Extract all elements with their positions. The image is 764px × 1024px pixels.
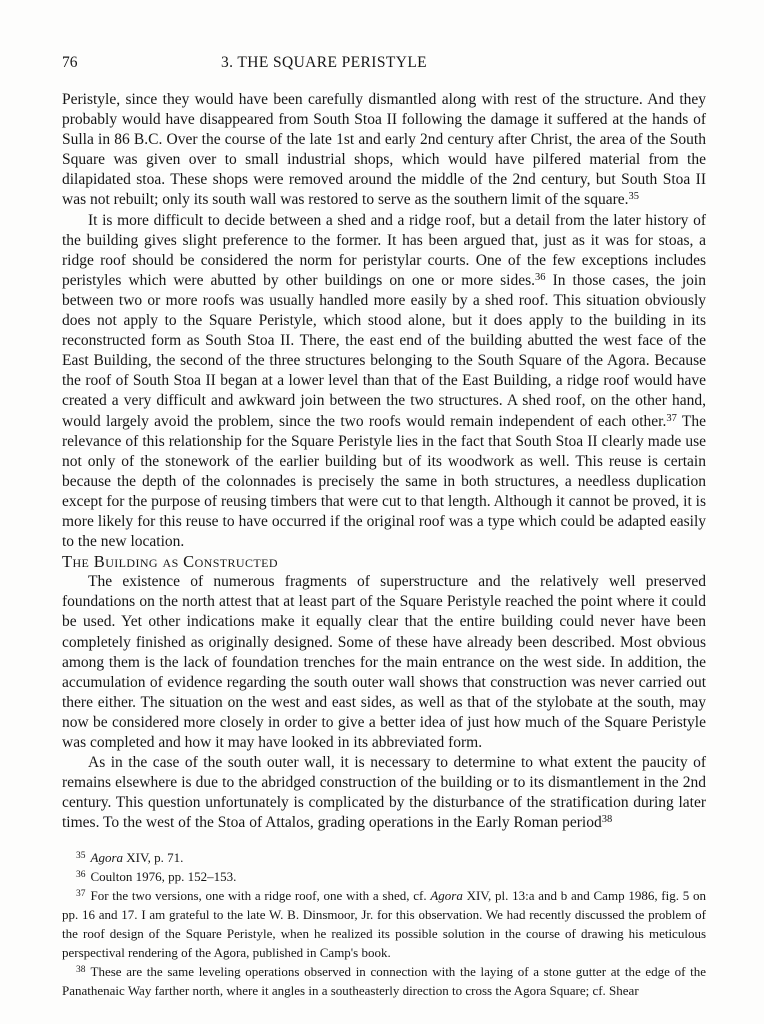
footnote-number-36: 36 [76,870,86,881]
footnote-ref-37: 37 [666,412,677,424]
section-heading: The Building as Constructed [62,552,278,572]
footnote-37 [62,886,706,962]
page-number: 76 [62,54,78,71]
footnote-text: XIV, p. 71. [123,850,184,866]
body-text [62,90,706,833]
footnote-text: For the two versions, one with a ridge roof, one with a shed, cf. [90,888,431,904]
running-header [62,54,706,72]
footnote-number-37: 37 [76,889,86,900]
footnote-35 [62,848,706,867]
paragraph-text: It is more difficult to decide between a shed and a ridge roof, but a detail from the later history of the building gives slight preference to the former. It has been argued that, just as it was for stoas, a ridge roof should be considered the norm for peristylar courts. One of the few exceptions includes peristyles which were abutted by other buildings on one or more sides. [62,211,706,289]
footnote-number-38: 38 [76,965,86,976]
footnote-38 [62,962,706,1000]
footnote-italic-title: Agora [430,888,463,904]
footnote-text: XIV, pl. 13:a and b and Camp 1986, fig. 5 on pp. 16 and 17. I am grateful to the late W. B. Dinsmoor, Jr. for this observation. We had recently discussed the problem of the roof design of the Square Peristyle, when he realized its possible solution in the course of drawing his meticulous perspectival rendering of the Agora, published in Camp's book. [62,888,706,961]
body-paragraph-3 [62,572,706,753]
paragraph-text: The existence of numerous fragments of superstructure and the relatively well preserved foundations on the north attest that at least part of the Square Peristyle reached the point where it could be used. Yet other indications make it equally clear that the entire building could never have been completely finished as originally designed. Some of these have already been described. Most obvious among them is the lack of foundation trenches for the main entrance on the west side. In addition, the accumulation of evidence regarding the south outer wall shows that construction was never carried out there either. The situation on the west and east sides, as well as that of the stylobate at the south, may now be considered more closely in order to give a better idea of just how much of the Square Peristyle was completed and how it may have looked in its abbreviated form. [62,573,706,751]
paragraph-text: The relevance of this relationship for the Square Peristyle lies in the fact that South Stoa II clearly made use not only of the stonework of the earlier building but of its woodwork as well. This reuse is certain because the depth of the colonnades is precisely the same in both structures, a needless duplication except for the purpose of reusing timbers that were cut to that length. Although it cannot be proved, it is more likely for this reuse to have occurred if the original roof was a type which could be adapted easily to the new location. [62,412,706,551]
body-paragraph-1 [62,90,706,211]
footnote-text: These are the same leveling operations observed in connection with the laying of a stone gutter at the edge of the Panathenaic Way farther north, where it angles in a southeasterly direction to cross the Agora Square; cf. Shear [62,964,706,999]
footnotes-section [62,848,706,1000]
paragraph-text: As in the case of the south outer wall, it is necessary to determine to what extent the paucity of remains elsewhere is due to the abridged construction of the building or to its dismantlement in the 2nd century. This question unfortunately is complicated by the disturbance of the stratification during later times. To the west of the Stoa of Attalos, grading operations in the Early Roman period [62,754,706,832]
footnote-number-35: 35 [76,851,86,862]
footnote-36 [62,867,706,886]
body-paragraph-4 [62,753,706,833]
body-paragraph-2 [62,211,706,553]
text-block [62,54,706,1000]
paragraph-text: In those cases, the join between two or more roofs was usually handled more easily by a shed roof. This situation obviously does not apply to the Square Peristyle, which stood alone, but it does apply to the building in its reconstructed form as South Stoa II. There, the east end of the building abutted the west face of the East Building, the second of the three structures belonging to the South Square of the Agora. Because the roof of South Stoa II began at a lower level than that of the East Building, a ridge roof would have created a very difficult and awkward join between the two structures. A shed roof, on the other hand, would largely avoid the problem, since the two roofs would remain independent of each other. [62,271,706,430]
paragraph-text: Peristyle, since they would have been carefully dismantled along with rest of the structure. And they probably would have disappeared from South Stoa II following the damage it suffered at the hands of Sulla in 86 B.C. Over the course of the late 1st and early 2nd century after Christ, the area of the South Square was given over to small industrial shops, which would have pilfered material from the dilapidated stoa. These shops were removed around the middle of the 2nd century, but South Stoa II was not rebuilt; only its south wall was restored to serve as the southern limit of the square. [62,91,706,209]
running-header-title: 3. THE SQUARE PERISTYLE [220,54,428,71]
footnote-ref-36: 36 [535,271,546,283]
footnote-italic-title: Agora [90,850,123,866]
footnote-ref-38: 38 [601,814,613,826]
footnote-ref-35: 35 [628,191,639,203]
footnote-text: Coulton 1976, pp. 152–153. [90,869,237,885]
